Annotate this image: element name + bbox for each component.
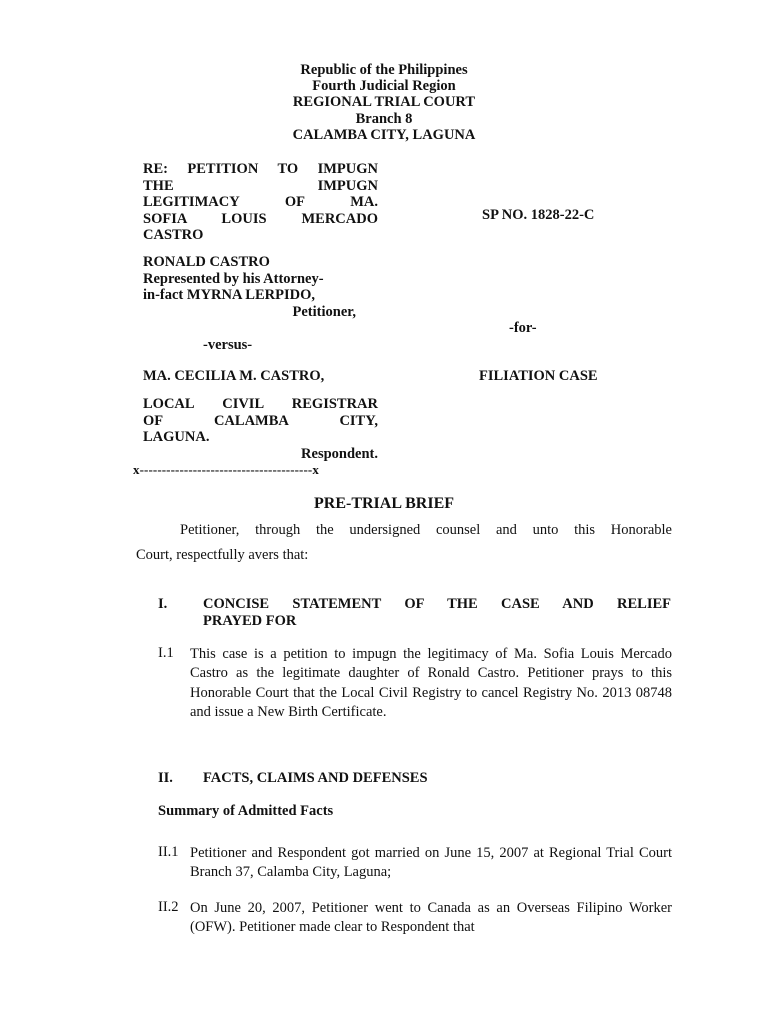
re-line: CASTRO <box>143 227 204 243</box>
item-text: This case is a petition to impugn the legitimacy of Ma. Sofia Louis Mercado Castro as the legitimate daughter of Ronald Castro. Petitioner prays to this Honorable Court that the Local Civil Registry to cancel Registry No. 2013 08748 and issue a New Birth Certificate. <box>190 646 672 720</box>
caption-separator: x---------------------------------------x <box>133 462 319 477</box>
header-city: CALAMBA CITY, LAGUNA <box>292 126 476 143</box>
section1-number: I. <box>158 596 168 612</box>
section2-heading: FACTS, CLAIMS AND DEFENSES <box>203 770 428 786</box>
intro-line2: Court, respectfully avers that: <box>136 547 309 563</box>
section1-heading-line: CONCISE STATEMENT OF THE CASE AND RELIEF <box>203 596 671 612</box>
respondent1-name: MA. CECILIA M. CASTRO, <box>143 368 325 384</box>
item-number: I.1 <box>158 645 174 661</box>
header-region: Fourth Judicial Region <box>312 78 456 95</box>
re-line: LEGITIMACY OF MA. <box>143 194 378 210</box>
petitioner-label: Petitioner, <box>292 303 356 320</box>
re-line: SOFIA LOUIS MERCADO <box>143 210 378 227</box>
re-line: RE: PETITION TO IMPUGN <box>143 161 378 177</box>
respondent-label: Respondent. <box>301 445 378 462</box>
section2-number: II. <box>158 770 173 786</box>
petitioner-block <box>143 254 378 320</box>
for-label: -for- <box>509 320 537 336</box>
versus-label: -versus- <box>203 337 253 353</box>
respondent1-block <box>143 368 378 385</box>
section1-heading <box>203 596 671 629</box>
case-number: SP NO. 1828-22-C <box>482 207 595 223</box>
section1-heading-line: PRAYED FOR <box>203 612 297 629</box>
item-text: Petitioner and Respondent got married on June 15, 2007 at Regional Trial Court Branch 37, Calamba City, Laguna; <box>190 845 672 881</box>
item-text: On June 20, 2007, Petitioner went to Canada as an Overseas Filipino Worker (OFW). Petitioner made clear to Respondent that <box>190 900 672 936</box>
header-republic: Republic of the Philippines <box>300 62 468 78</box>
petitioner-name: RONALD CASTRO <box>143 254 270 270</box>
item-number: II.1 <box>158 844 179 860</box>
case-type: FILIATION CASE <box>479 368 598 384</box>
document-title: PRE-TRIAL BRIEF <box>313 495 455 512</box>
item-number: II.2 <box>158 899 179 915</box>
header-court: REGIONAL TRIAL COURT <box>292 94 476 111</box>
represented-line: Represented by his Attorney- <box>143 270 324 287</box>
respondent2-line: LOCAL CIVIL REGISTRAR <box>143 396 378 412</box>
re-line: THE IMPUGN <box>143 177 378 194</box>
respondent2-line: LAGUNA. <box>143 429 210 445</box>
intro-line1: Petitioner, through the undersigned counsel and unto this Honorable <box>180 522 672 538</box>
re-petition-block <box>143 161 378 244</box>
subheading-admitted-facts: Summary of Admitted Facts <box>158 803 334 819</box>
respondent2-block <box>143 396 378 462</box>
court-header <box>0 62 768 143</box>
respondent2-line: OF CALAMBA CITY, <box>143 412 378 429</box>
header-branch: Branch 8 <box>355 110 413 127</box>
represented-line: in-fact MYRNA LERPIDO, <box>143 287 315 303</box>
